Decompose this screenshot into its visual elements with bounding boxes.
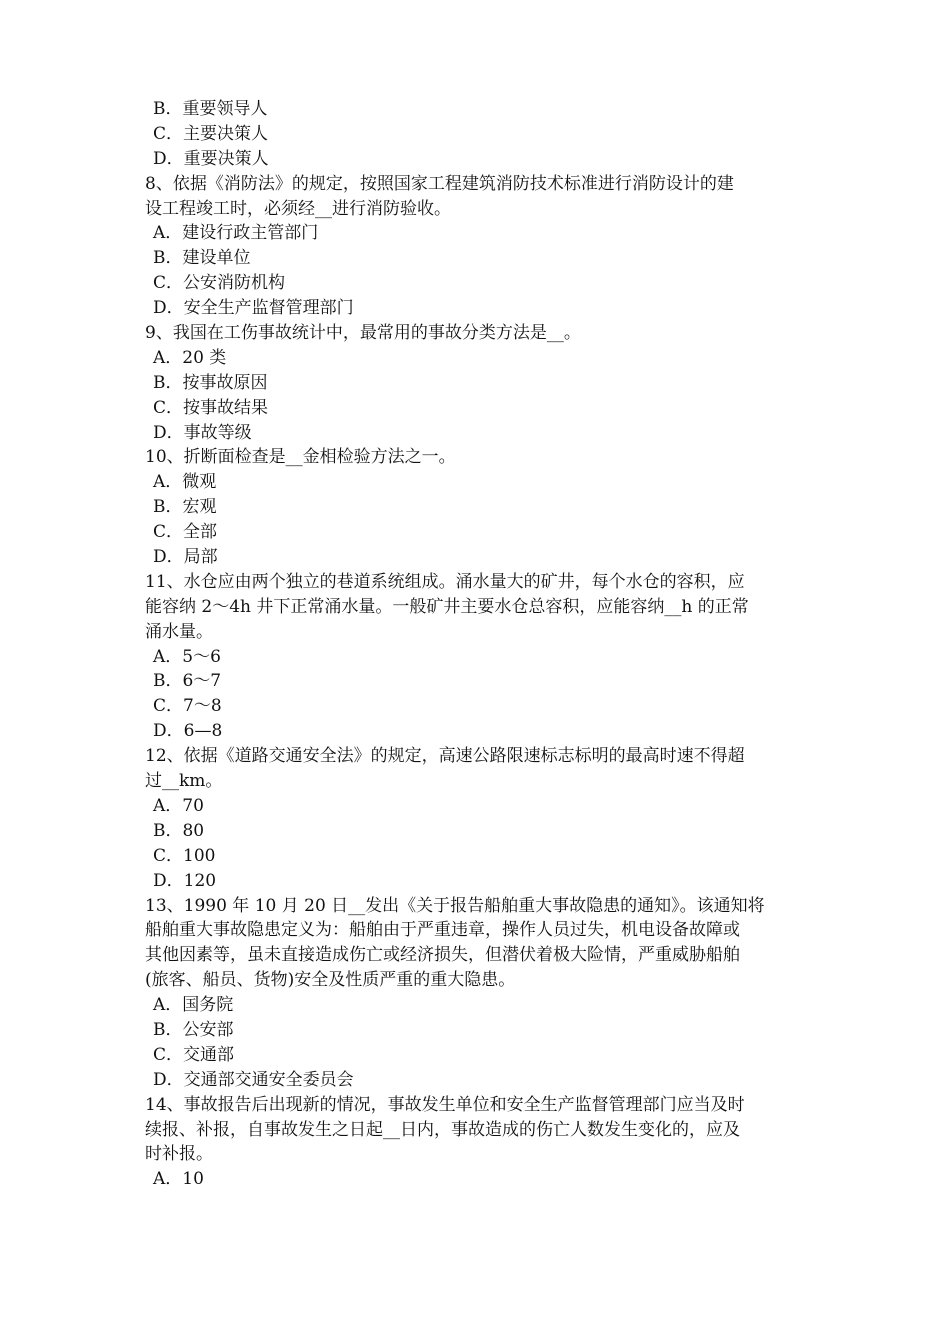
- answer-option: B．建设单位: [153, 248, 251, 269]
- question-text-line: 时补报。: [145, 1144, 213, 1165]
- answer-option: C．全部: [153, 522, 218, 543]
- answer-option: A．建设行政主管部门: [153, 223, 319, 244]
- answer-option: C．交通部: [153, 1044, 235, 1065]
- answer-option: B．6～7: [153, 671, 222, 692]
- answer-option: D．交通部交通安全委员会: [153, 1069, 354, 1090]
- question-text-line: 8、依据《消防法》的规定，按照国家工程建筑消防技术标准进行消防设计的建: [145, 173, 734, 194]
- question-text-line: 设工程竣工时，必须经__进行消防验收。: [145, 198, 451, 219]
- answer-option: C．100: [153, 845, 216, 866]
- question-text-line: 其他因素等，虽未直接造成伤亡或经济损失，但潜伏着极大险情，严重威胁船舶: [145, 945, 740, 966]
- question-text-line: 12、依据《道路交通安全法》的规定，高速公路限速标志标明的最高时速不得超: [145, 746, 745, 767]
- answer-option: B．宏观: [153, 497, 217, 518]
- answer-option: A．20 类: [153, 347, 227, 368]
- answer-option: A．5～6: [153, 646, 221, 667]
- question-text-line: 9、我国在工伤事故统计中，最常用的事故分类方法是__。: [145, 323, 581, 344]
- answer-option: C．公安消防机构: [153, 273, 286, 294]
- answer-option: D．重要决策人: [153, 148, 269, 169]
- answer-option: C．按事故结果: [153, 397, 269, 418]
- answer-option: A．微观: [153, 472, 217, 493]
- question-text-line: 续报、补报，自事故发生之日起__日内，事故造成的伤亡人数发生变化的，应及: [145, 1119, 740, 1140]
- question-text-line: 10、折断面检查是__金相检验方法之一。: [145, 447, 456, 468]
- question-text-line: 过__km。: [145, 771, 223, 792]
- answer-option: A．国务院: [153, 995, 234, 1016]
- document-page: [145, 97, 817, 1192]
- answer-option: D．事故等级: [153, 422, 252, 443]
- answer-option: A．70: [153, 795, 204, 816]
- question-text-line: 能容纳 2～4h 井下正常涌水量。一般矿井主要水仓总容积，应能容纳__h 的正常: [145, 596, 749, 617]
- question-text-line: 船舶重大事故隐患定义为：船舶由于严重违章，操作人员过失，机电设备故障或: [145, 920, 740, 941]
- answer-option: D．6—8: [153, 721, 223, 742]
- answer-option: B．80: [153, 820, 205, 841]
- question-text-line: 13、1990 年 10 月 20 日__发出《关于报告船舶重大事故隐患的通知》。该通知将: [145, 895, 765, 916]
- answer-option: D．安全生产监督管理部门: [153, 298, 354, 319]
- answer-option: B．重要领导人: [153, 99, 268, 119]
- question-text-line: 14、事故报告后出现新的情况，事故发生单位和安全生产监督管理部门应当及时: [145, 1094, 745, 1115]
- answer-option: A．10: [153, 1169, 204, 1190]
- question-text-line: 涌水量。: [145, 621, 213, 642]
- answer-option: D．120: [153, 870, 217, 891]
- answer-option: C．主要决策人: [153, 123, 269, 144]
- question-text-line: (旅客、船员、货物)安全及性质严重的重大隐患。: [145, 970, 516, 991]
- answer-option: B．按事故原因: [153, 372, 268, 393]
- answer-option: C．7～8: [153, 696, 222, 717]
- question-text-line: 11、水仓应由两个独立的巷道系统组成。涌水量大的矿井，每个水仓的容积，应: [145, 571, 745, 592]
- answer-option: B．公安部: [153, 1019, 234, 1040]
- answer-option: D．局部: [153, 547, 218, 568]
